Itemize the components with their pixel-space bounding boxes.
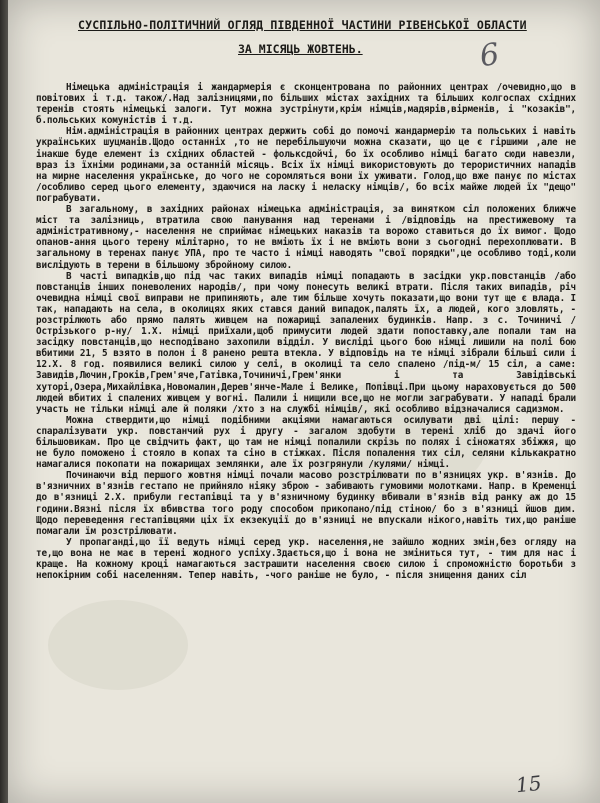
document-title: СУСПІЛЬНО-ПОЛІТИЧНИЙ ОГЛЯД ПІВДЕННОЇ ЧАСТИНИ РІВЕНСЬКОЇ ОБЛАСТИ xyxy=(78,18,527,32)
document-sheet xyxy=(8,0,600,803)
paragraph: Починаючи від першого жовтня німці почали масово розстрілювати по в'язницях укр. в'язнів. До в'язничних в'язнів гестапо не прийняло ніяку зброю - забивають гумовими молотками. Напр. в Кременці до в'язниці 2.Х. прибули гестапівці та у в'язничному будинку вбивали в'язнів від ранку аж до 15 години.Вязні після їх вбивства того роду способом прикопано/під стіною/ бо з в'язниці йшов дим. Щодо переведення гестапівцями ціх їх екзекуції до в'язниці не впускали нікого,навіть тих,що раніше помагали їм розстрілювати. xyxy=(36,470,576,537)
paragraph: Німецька адміністрація і жандармерія є сконцентрована по районних центрах /очевидно,що в повітових і т.д. також/.Над залізницями,по більших містах західних та більших колгоспах східних теренів стоять німецькі залоги. Тут можна зустрінути,крім німців,мадярів,вірменів, і "козаків", б.польських комуністів і т.д. xyxy=(36,82,576,127)
paragraph: У пропаганді,що її ведуть німці серед укр. населення,не зайшло жодних змін,без огляду на те,що вона не має в терені жодного успіху.Здається,що і вона не зміниться тут, - тим для нас і краще. На кожному кроці намагаються застрашити населення своєю силою і спроможністю боротьби з непокірним собі населенням. Тепер навіть, -чого раніше не було, - після знищення даних сіл xyxy=(36,536,576,582)
handwritten-folio-mark: 6 xyxy=(477,36,502,75)
scan-edge-shadow xyxy=(0,0,8,803)
document-body xyxy=(36,82,576,772)
handwritten-page-number: 15 xyxy=(514,770,543,798)
paragraph: В часті випадків,що під час таких випадів німці попадають в засідки укр.повстанців /або повстанців інших поневолених народів/, при чому понесуть великі втрати. Після таких випадів, річ очевидна німці свої виправи не припиняють, але тим більше хочуть показати,що вони тут ще є влада. І так, нападають на села, в околицях яких стався даний випадок,палять їх, а людей, кого зловлять, - розстрілюють або прямо палять живцем на пожарищі запалених будинків. Напр. з с. Точиничі /Острізького р-ну/ 1.Х. німці приїхали,щоб примусити людей здати попоставку,але попали там на засідку повстанців,що несподівано захопили відділ. У висліді цього бою німці лишили на полі бою вбитими 21, 5 взято в полон і 8 ранено решта втекла. У відповідь на те німці зібрали більші сили і 12.Х. 8 год. появилися великі силою у селі, в околиці та село спалено /під-м/ 15 сіл, а саме: Завидів,Лючин,Гроків,Грем'яче,Гатівка,Точиничі,Грем'янки і та Завідівські хуторі,Озера,Михайлівка,Новомалин,Дерев'янче-Мале і Велике, Попівці.При цьому нараховується до 500 людей вбитих і спалених живцем у вогні. Палили і нищили все,що не могли заграбувати. У нападі брали участь не тільки німці але й поляки /хто з на службі німців/, які особливо відзначалися садизмом. xyxy=(36,270,576,415)
paragraph: Нім.адміністрація в районних центрах держить собі до помочі жандармерію та польських і навіть українських шуцманів.Щодо останніх ,то не перебільшуючи можна сказати, що це є гіршими ,але не інакше буде елемент із східних областей - фольксдойчі, бо їх особливо німці багато сюди навезли, враз із їхніми родинами,за останній місяць. Всіх їх німці використовують до терористичних нападів на мирне населення українське, до чого не соромляться вони їх уживати. Голод,що вже панує по містах /особливо серед цього елементу, здаючися на ласку і неласку німців/, бо всіх майже людей їх "дещо" пограбувати. xyxy=(36,126,576,204)
paragraph: Можна ствердити,що німці подібними акціями намагаються осилувати дві цілі: першу - спаралізувати укр. повстанчий рух і другу - загалом здобути в терені хліб до здачі його більшовикам. Про це свідчить факт, що там не німці попалили скрізь по полях і сіножатях збіжжя, що не було поможено і стояло в копах та сіно в стіжках. Після попалення тих сіл, селяни кількакратно намагалися покопати на пожарищах землянки, але їх розгрянули /кулями/ німці. xyxy=(36,414,576,471)
document-subtitle: ЗА МІСЯЦЬ ЖОВТЕНЬ. xyxy=(238,42,363,56)
paragraph: В загальному, в західних районах німецька адміністрація, за винятком сіл положених ближче міст та залізниць, втратила свою панування над теренами і /відповідь на престижевому та адміністративному,- населення не сприймає німецьких наказів та ворожо ставиться до їх вимог. Щодо опанов-ання цього терену мілітарно, то не вміють їх і не вміють вони з сьогодні перехоплювати. В загальному в теренах панує УПА, про те часто і німці наводять "свої порядки",це особливо тоді,коли вислідують в терени в більшому збройному силою. xyxy=(36,204,576,271)
